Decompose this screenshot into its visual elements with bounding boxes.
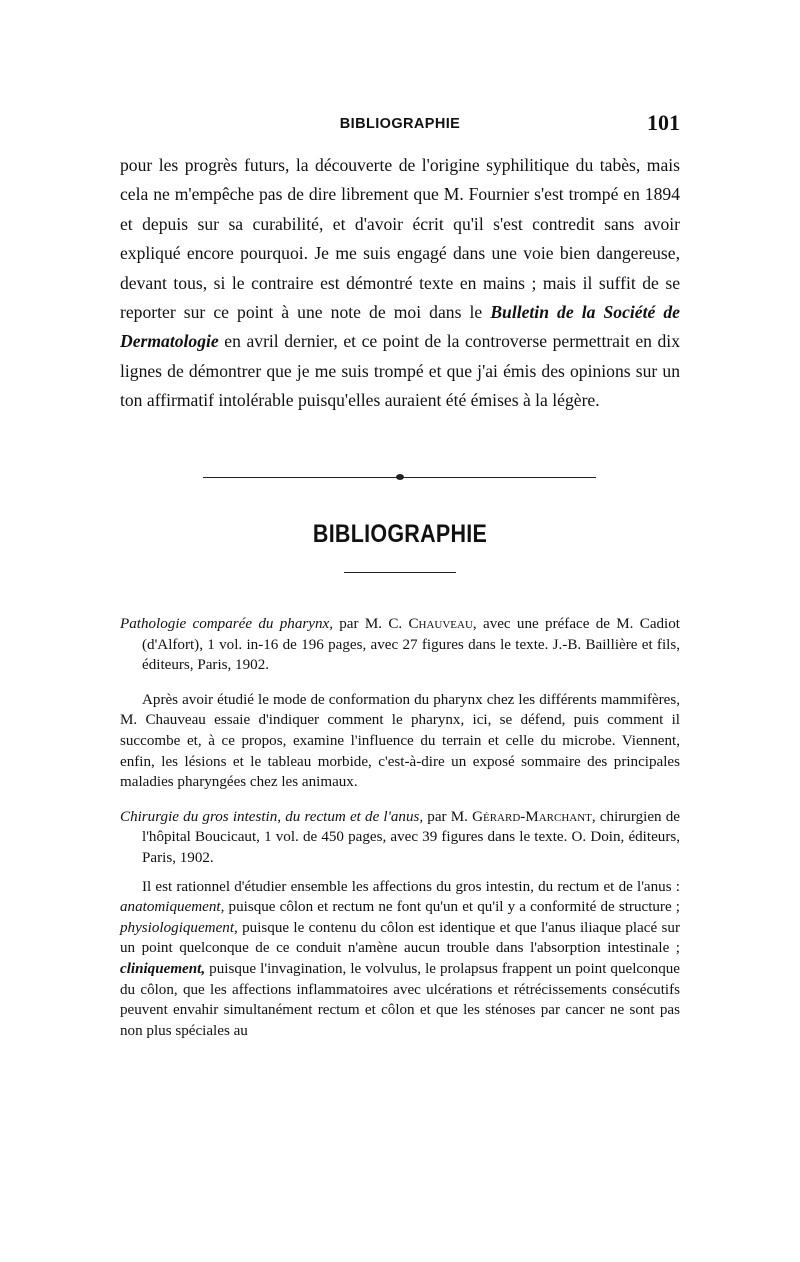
publication-details: , avec une préface de M. Cadiot (d'Alfort), 1 vol. in-16 de 196 pages, avec 27 figures dans le texte. J.-B. Baillière et fils, éditeurs, Paris, 1902.	[142, 616, 680, 674]
paragraph-text-before: pour les progrès futurs, la découverte de l'origine syphilitique du tabès, mais cela ne m'empêche pas de dire librement que M. Fournier s'est trompé en 1894 et depuis sur sa curabilité, et d'avoir écrit qu'il s'est contredit sans avoir expliqué encore pourquoi. Je me suis engagé dans une voie bien dangereuse, devant tous, si le contraire est démontré texte en mains ; mais il suffit de se reporter sur ce point à une note de moi dans le	[120, 155, 680, 323]
paragraph-text-after: en avril dernier, et ce point de la controverse permettrait en dix lignes de démontrer que je me suis trompé et que j'ai émis des opinions sur un ton affirmatif intolérable puisqu'elles auraient été émises à la légère.	[120, 331, 680, 411]
journal-title: Bulletin de la Société de Dermatologie	[120, 302, 680, 352]
bibliography-entries	[120, 614, 680, 1041]
book-title: Chirurgie du gros intestin, du rectum et de l'anus,	[120, 808, 424, 825]
bibliography-entry-review	[120, 877, 680, 1042]
running-title: BIBLIOGRAPHIE	[339, 116, 461, 132]
bibliography-entry-review: Après avoir étudié le mode de conformation du pharynx chez les différents mammifères, M. Chauveau essaie d'indiquer comment le pharynx, ici, se défend, puis comment il succombe et, à ce propos, examine l'influence du terrain et celle du microbe. Viennent, enfin, les lésions et le tableau morbide, c'est-à-dire un exposé sommaire des principales maladies pharyngées chez les animaux.	[120, 691, 680, 791]
review-text: Il est rationnel d'étudier ensemble les affections du gros intestin, du rectum et de l'anus :	[142, 878, 680, 895]
page-header	[120, 112, 680, 140]
heading-underline-rule	[344, 572, 456, 573]
emphasized-term: physiologiquement,	[120, 919, 238, 936]
author-prefix: par M.	[423, 808, 473, 825]
author-prefix: par M. C.	[332, 616, 409, 632]
book-title: Pathologie comparée du pharynx,	[120, 616, 333, 632]
publication-details: , chirurgien de l'hôpital Boucicaut, 1 vol. de 450 pages, avec 39 figures dans le texte. O. Doin, éditeurs, Paris, 1902.	[142, 808, 680, 866]
review-text: puisque le contenu du côlon est identique et que l'anus iliaque placé sur un point quelconque de ce conduit n'amène aucun trouble dans l'absorption intestinale ;	[120, 919, 680, 957]
continued-paragraph	[120, 151, 680, 416]
bibliography-entry-reference	[120, 614, 680, 676]
author-name: Chauveau	[408, 616, 473, 632]
emphasized-term: cliniquement,	[120, 960, 206, 977]
review-text: puisque côlon et rectum ne font qu'un et qu'il y a conformité de structure ;	[224, 899, 680, 916]
bibliography-entry-reference	[120, 807, 680, 869]
review-text: puisque l'invagination, le volvulus, le prolapsus frappent un point quelconque du côlon, que les affections inflammatoires avec ulcérations et rétrécissements consécutifs peuvent envahir simultanément rectum et côlon et que les sténoses par cancer ne sont pas non plus spéciales au	[120, 960, 680, 1039]
emphasized-term: anatomiquement,	[120, 899, 225, 916]
page-number: 101	[647, 110, 680, 135]
section-heading: BIBLIOGRAPHIE	[312, 520, 488, 548]
divider-ornament	[396, 474, 404, 480]
author-name: Gérard-Marchant	[472, 808, 592, 825]
